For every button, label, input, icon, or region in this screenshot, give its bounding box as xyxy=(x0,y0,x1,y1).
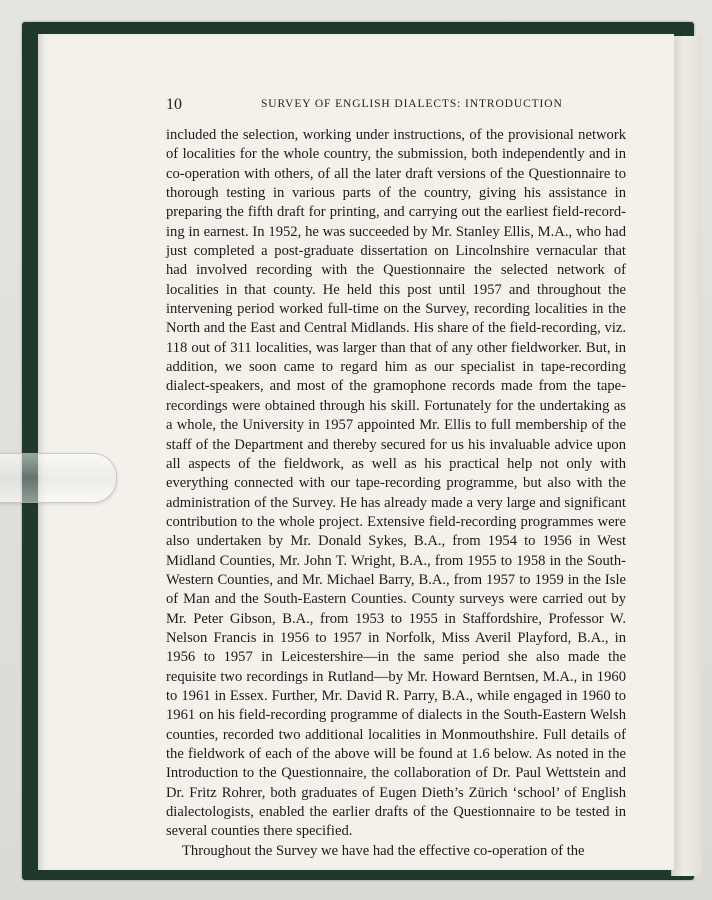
page-holder-clip xyxy=(0,453,117,503)
page-number: 10 xyxy=(166,96,182,113)
running-title: SURVEY OF ENGLISH DIALECTS: INTRODUCTION xyxy=(261,98,563,110)
body-text xyxy=(166,126,626,861)
paragraph-2: Throughout the Survey we have had the effective co-operation of the xyxy=(182,842,585,859)
page-header xyxy=(166,96,626,118)
page-edges xyxy=(671,36,702,876)
paragraph-1: included the selection, working under instructions, of the provisional network of localities for the whole country, the submission, both independently and in co-operation with others, of all the later draft versions of the Questionnaire to thorough testing in various parts of the country, giving his assistance in preparing the fifth draft for printing, and carrying out the earliest field-recording in earnest. In 1952, he was succeeded by Mr. Stanley Ellis, M.A., who had just completed a post-graduate dissertation on Lincolnshire vernacular that had involved recording with the Questionnaire the selected network of localities in that county. He held this post until 1957 and throughout the intervening period worked full-time on the Survey, recording localities in the North and the East and Central Midlands. His share of the field-recording, viz. 118 out of 311 localities, was larger than that of any other fieldworker. But, in addition, we soon came to regard him as our specialist in tape-recording dialect-speakers, and most of the gramophone records made from the tape-recordings were obtained through his skill. Fortunately for the undertaking as a whole, the University in 1957 appointed Mr. Ellis to full membership of the staff of the Department and thereby secured for us his invaluable advice upon all aspects of the fieldwork, as well as his practical help not only with everything connected with our tape-recording programme, but also with the administration of the Survey. He has already made a very large and significant contribution to the whole project. Extensive field-recording programmes were also undertaken by Mr. Donald Sykes, B.A., from 1954 to 1956 in West Midland Counties, Mr. John T. Wright, B.A., from 1955 to 1958 in the South-Western Counties, and Mr. Michael Barry, B.A., from 1957 to 1959 in the Isle of Man and the South-Eastern Counties. County surveys were carried out by Mr. Peter Gibson, B.A., from 1953 to 1955 in Staffordshire, Professor W. Nelson Francis in 1956 to 1957 in Norfolk, Miss Averil Playford, B.A., in 1956 to 1957 in Leicestershire—in the same period she also made the requisite two recordings in Rutland—by Mr. Howard Berntsen, M.A., in 1960 to 1961 in Essex. Further, Mr. David R. Parry, B.A., while engaged in 1960 to 1961 on his field-recording programme of dialects in the South-Eastern Welsh counties, recorded two additional localities in Monmouthshire. Full details of the fieldwork of each of the above will be found at 1.6 below. As noted in the Introduction to the Questionnaire, the collaboration of Dr. Paul Wettstein and Dr. Fritz Rohrer, both graduates of Eugen Dieth’s Zürich ‘school’ of English dialectologists, enabled the earlier drafts of the Questionnaire to be tested in several counties there specified. xyxy=(166,127,626,840)
